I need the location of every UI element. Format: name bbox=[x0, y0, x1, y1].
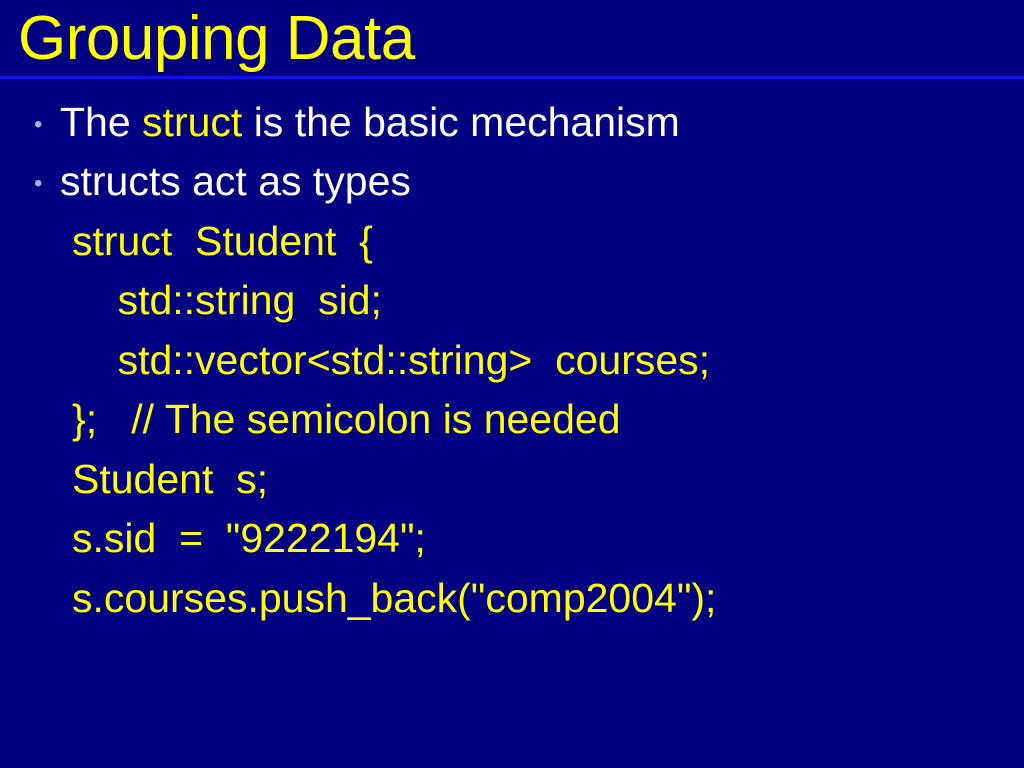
code-line: struct Student { bbox=[72, 217, 373, 264]
bullet-icon: • bbox=[34, 111, 43, 138]
list-item bbox=[34, 93, 1024, 152]
code-line: }; // The semicolon is needed bbox=[72, 396, 621, 443]
list-item-label: structs act as types bbox=[60, 158, 411, 205]
bullet-text-part: The bbox=[60, 99, 143, 145]
list-item-label bbox=[60, 93, 680, 152]
bullet-icon: • bbox=[34, 170, 43, 198]
page-title: Grouping Data bbox=[18, 4, 415, 73]
keyword-struct: struct bbox=[142, 99, 243, 145]
code-line: Student s; bbox=[72, 455, 269, 502]
bullet-text-part: is the basic mechanism bbox=[242, 99, 680, 145]
slide-body bbox=[0, 79, 1024, 628]
code-line: std::vector<std::string> courses; bbox=[72, 336, 711, 383]
list-item bbox=[34, 152, 1024, 211]
code-line: s.sid = "9222194"; bbox=[72, 515, 426, 562]
code-line: std::string sid; bbox=[72, 277, 382, 324]
code-line: s.courses.push_back("comp2004"); bbox=[72, 574, 717, 621]
